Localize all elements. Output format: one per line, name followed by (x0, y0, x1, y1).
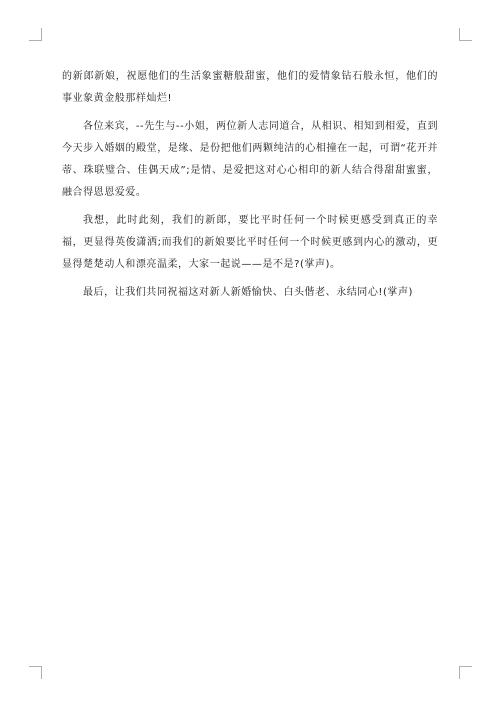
paragraph-closing: 最后，让我们共同祝福这对新人新婚愉快、白头偕老、永结同心!(掌声) (83, 287, 413, 298)
crop-mark-top-left (29, 28, 42, 41)
crop-mark-bottom-left (29, 666, 42, 679)
crop-mark-bottom-right (459, 666, 472, 679)
document-body (62, 66, 438, 310)
paragraph-moment: 我想，此时此刻，我们的新郎，要比平时任何一个时候更感受到真正的幸福，更显得英俊潇洒;而我们的新娘要比平时任何一个时候更感到内心的激动，更显得楚楚动人和漂亮温柔，大家一起说——是不是?(掌声)。 (62, 215, 438, 270)
crop-mark-top-right (459, 28, 472, 41)
paragraph-continuation: 的新郎新娘，祝愿他们的生活象蜜糖般甜蜜，他们的爱情象钻石般永恒，他们的事业象黄金般那样灿烂! (62, 71, 438, 104)
paragraph-guests: 各位来宾，--先生与--小姐，两位新人志同道合，从相识、相知到相爱，直到今天步入婚姻的殿堂，是缘、是份把他们两颗纯洁的心相撞在一起，可谓“花开并蒂、珠联璧合、佳偶天成”;是情、是爱把这对心心相印的新人结合得甜甜蜜蜜，融合得恩恩爱爱。 (62, 121, 438, 198)
